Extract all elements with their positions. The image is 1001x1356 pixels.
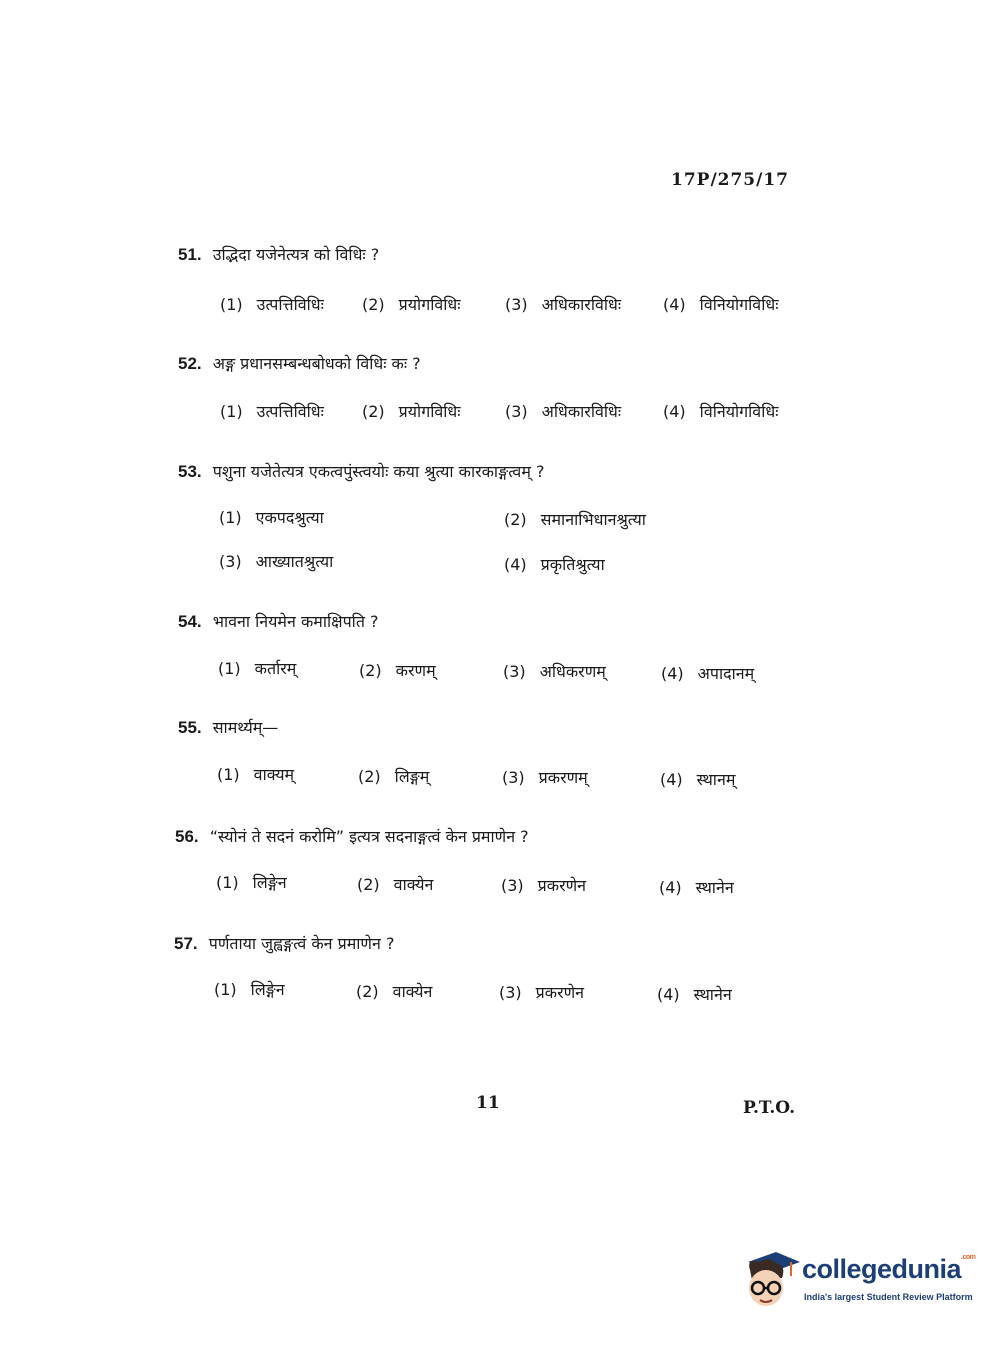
option-52-4: (4) विनियोगविधिः: [663, 402, 779, 421]
option-55-2: (2) लिङ्गम्: [358, 767, 430, 786]
question-56: [175, 825, 529, 847]
option-53-2: (2) समानाभिधानश्रुत्या: [504, 510, 646, 529]
question-number: 51.: [178, 245, 202, 264]
question-53: [178, 460, 544, 482]
option-55-3: (3) प्रकरणम्: [502, 768, 588, 787]
paper-code: 17P/275/17: [671, 170, 790, 190]
question-number: 55.: [178, 718, 202, 737]
pto-label: P.T.O.: [743, 1098, 795, 1118]
question-text: अङ्ग प्रधानसम्बन्धबोधको विधिः कः ?: [212, 354, 421, 373]
question-number: 54.: [178, 612, 202, 631]
question-57: [174, 932, 394, 954]
option-56-1: (1) लिङ्गेन: [216, 873, 287, 892]
question-51: [178, 243, 379, 265]
option-52-2: (2) प्रयोगविधिः: [362, 402, 461, 421]
question-text: सामर्थ्यम्—: [212, 718, 279, 737]
option-54-1: (1) कर्तारम्: [218, 659, 297, 678]
question-text: “स्योनं ते सदनं करोमि” इत्यत्र सदनाङ्गत्वं केन प्रमाणेन ?: [209, 827, 529, 846]
question-number: 57.: [174, 934, 198, 953]
option-57-4: (4) स्थानेन: [657, 985, 732, 1004]
option-57-1: (1) लिङ्गेन: [214, 980, 285, 999]
option-54-2: (2) करणम्: [359, 661, 436, 680]
option-57-3: (3) प्रकरणेन: [499, 983, 585, 1002]
question-text: उद्भिदा यजेनेत्यत्र को विधिः ?: [212, 245, 380, 264]
option-55-1: (1) वाक्यम्: [217, 765, 295, 784]
question-55: [178, 716, 278, 738]
question-text: पर्णताया जुह्वङ्गत्वं केन प्रमाणेन ?: [208, 934, 395, 953]
brand-name: collegedunia$^{.com}$: [802, 1254, 976, 1284]
brand-tagline: India's largest Student Review Platform: [804, 1292, 973, 1302]
option-56-2: (2) वाक्येन: [357, 875, 434, 894]
option-53-4: (4) प्रकृतिश्रुत्या: [504, 555, 605, 574]
question-number: 56.: [175, 827, 199, 846]
option-52-3: (3) अधिकारविधिः: [505, 402, 622, 421]
option-52-1: (1) उत्पत्तिविधिः: [220, 402, 324, 421]
option-51-4: (4) विनियोगविधिः: [663, 295, 779, 314]
option-55-4: (4) स्थानम्: [660, 770, 736, 789]
question-54: [178, 610, 379, 632]
option-56-3: (3) प्रकरणेन: [501, 876, 587, 895]
option-53-1: (1) एकपदश्रुत्या: [219, 508, 324, 527]
option-53-3: (3) आख्यातश्रुत्या: [219, 552, 334, 571]
question-52: [178, 352, 421, 374]
page-number: 11: [476, 1093, 500, 1113]
question-number: 53.: [178, 462, 202, 481]
option-57-2: (2) वाक्येन: [356, 982, 433, 1001]
question-text: पशुना यजेतेत्यत्र एकत्वपुंस्त्वयोः कया श्रुत्या कारकाङ्गत्वम् ?: [212, 462, 545, 481]
option-54-3: (3) अधिकरणम्: [503, 662, 606, 681]
option-54-4: (4) अपादानम्: [661, 664, 755, 683]
question-number: 52.: [178, 354, 202, 373]
question-text: भावना नियमेन कमाक्षिपति ?: [212, 612, 379, 631]
option-51-2: (2) प्रयोगविधिः: [362, 295, 461, 314]
option-51-3: (3) अधिकारविधिः: [505, 295, 622, 314]
option-56-4: (4) स्थानेन: [659, 878, 734, 897]
collegedunia-watermark: [742, 1248, 976, 1318]
mascot-icon: [742, 1248, 800, 1314]
option-51-1: (1) उत्पत्तिविधिः: [220, 295, 324, 314]
